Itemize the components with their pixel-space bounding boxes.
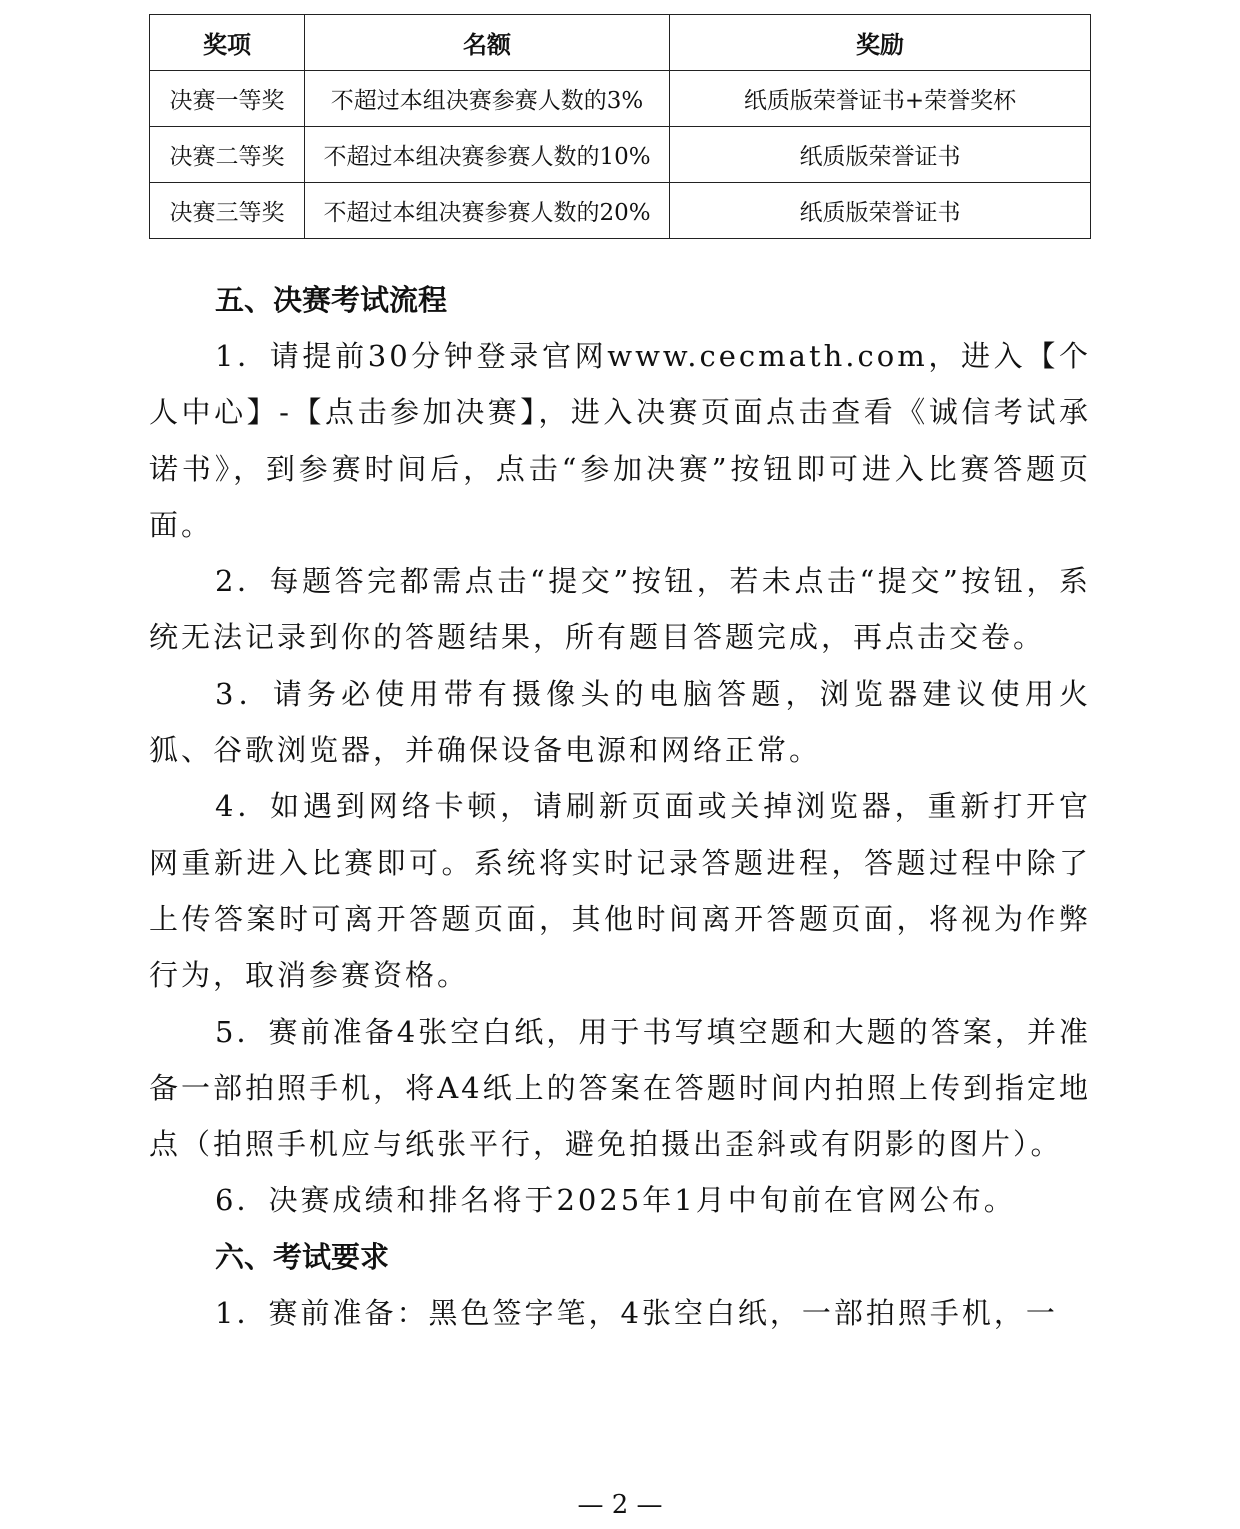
- cell-award: 决赛二等奖: [150, 127, 305, 183]
- header-award: 奖项: [150, 15, 305, 71]
- paragraph-item-1: 1．请提前30分钟登录官网www.cecmath.com，进入【个人中心】-【点击参加决赛】，进入决赛页面点击查看《诚信考试承诺书》，到参赛时间后，点击“参加决赛”按钮即可进入比赛答题页面。: [149, 339, 1091, 542]
- paragraph-requirement-1: 1．赛前准备：黑色签字笔，4张空白纸，一部拍照手机，一: [215, 1295, 1058, 1330]
- paragraph-item-5: 5．赛前准备4张空白纸，用于书写填空题和大题的答案，并准备一部拍照手机，将A4纸上的答案在答题时间内拍照上传到指定地点（拍照手机应与纸张平行，避免拍摄出歪斜或有阴影的图片）。: [149, 1014, 1091, 1162]
- header-quota: 名额: [305, 15, 670, 71]
- paragraph-item-3: 3．请务必使用带有摄像头的电脑答题，浏览器建议使用火狐、谷歌浏览器，并确保设备电源和网络正常。: [149, 676, 1091, 768]
- section-heading-exam-requirements: 六、考试要求: [215, 1239, 390, 1274]
- cell-quota: 不超过本组决赛参赛人数的3%: [305, 71, 670, 127]
- table-row: [150, 127, 1091, 183]
- paragraph-item-6: 6．决赛成绩和排名将于2025年1月中旬前在官网公布。: [215, 1183, 1016, 1218]
- cell-award: 决赛一等奖: [150, 71, 305, 127]
- paragraph-item-4: 4．如遇到网络卡顿，请刷新页面或关掉浏览器，重新打开官网重新进入比赛即可。系统将实时记录答题进程，答题过程中除了上传答案时可离开答题页面，其他时间离开答题页面，将视为作弊行为，取消参赛资格。: [149, 789, 1091, 993]
- cell-quota: 不超过本组决赛参赛人数的20%: [305, 183, 670, 239]
- table-header-row: [150, 15, 1091, 71]
- header-reward: 奖励: [670, 15, 1091, 71]
- document-body: [149, 272, 1091, 1341]
- award-table: [149, 14, 1091, 239]
- section-heading-final-process: 五、决赛考试流程: [215, 283, 448, 317]
- table-row: [150, 183, 1091, 239]
- cell-award: 决赛三等奖: [150, 183, 305, 239]
- cell-reward: 纸质版荣誉证书+荣誉奖杯: [670, 71, 1091, 127]
- cell-reward: 纸质版荣誉证书: [670, 127, 1091, 183]
- paragraph-item-2: 2．每题答完都需点击“提交”按钮，若未点击“提交”按钮，系统无法记录到你的答题结果，所有题目答题完成，再点击交卷。: [149, 564, 1091, 655]
- page-number: — 2 —: [577, 1490, 663, 1520]
- cell-reward: 纸质版荣誉证书: [670, 183, 1091, 239]
- table-row: [150, 71, 1091, 127]
- cell-quota: 不超过本组决赛参赛人数的10%: [305, 127, 670, 183]
